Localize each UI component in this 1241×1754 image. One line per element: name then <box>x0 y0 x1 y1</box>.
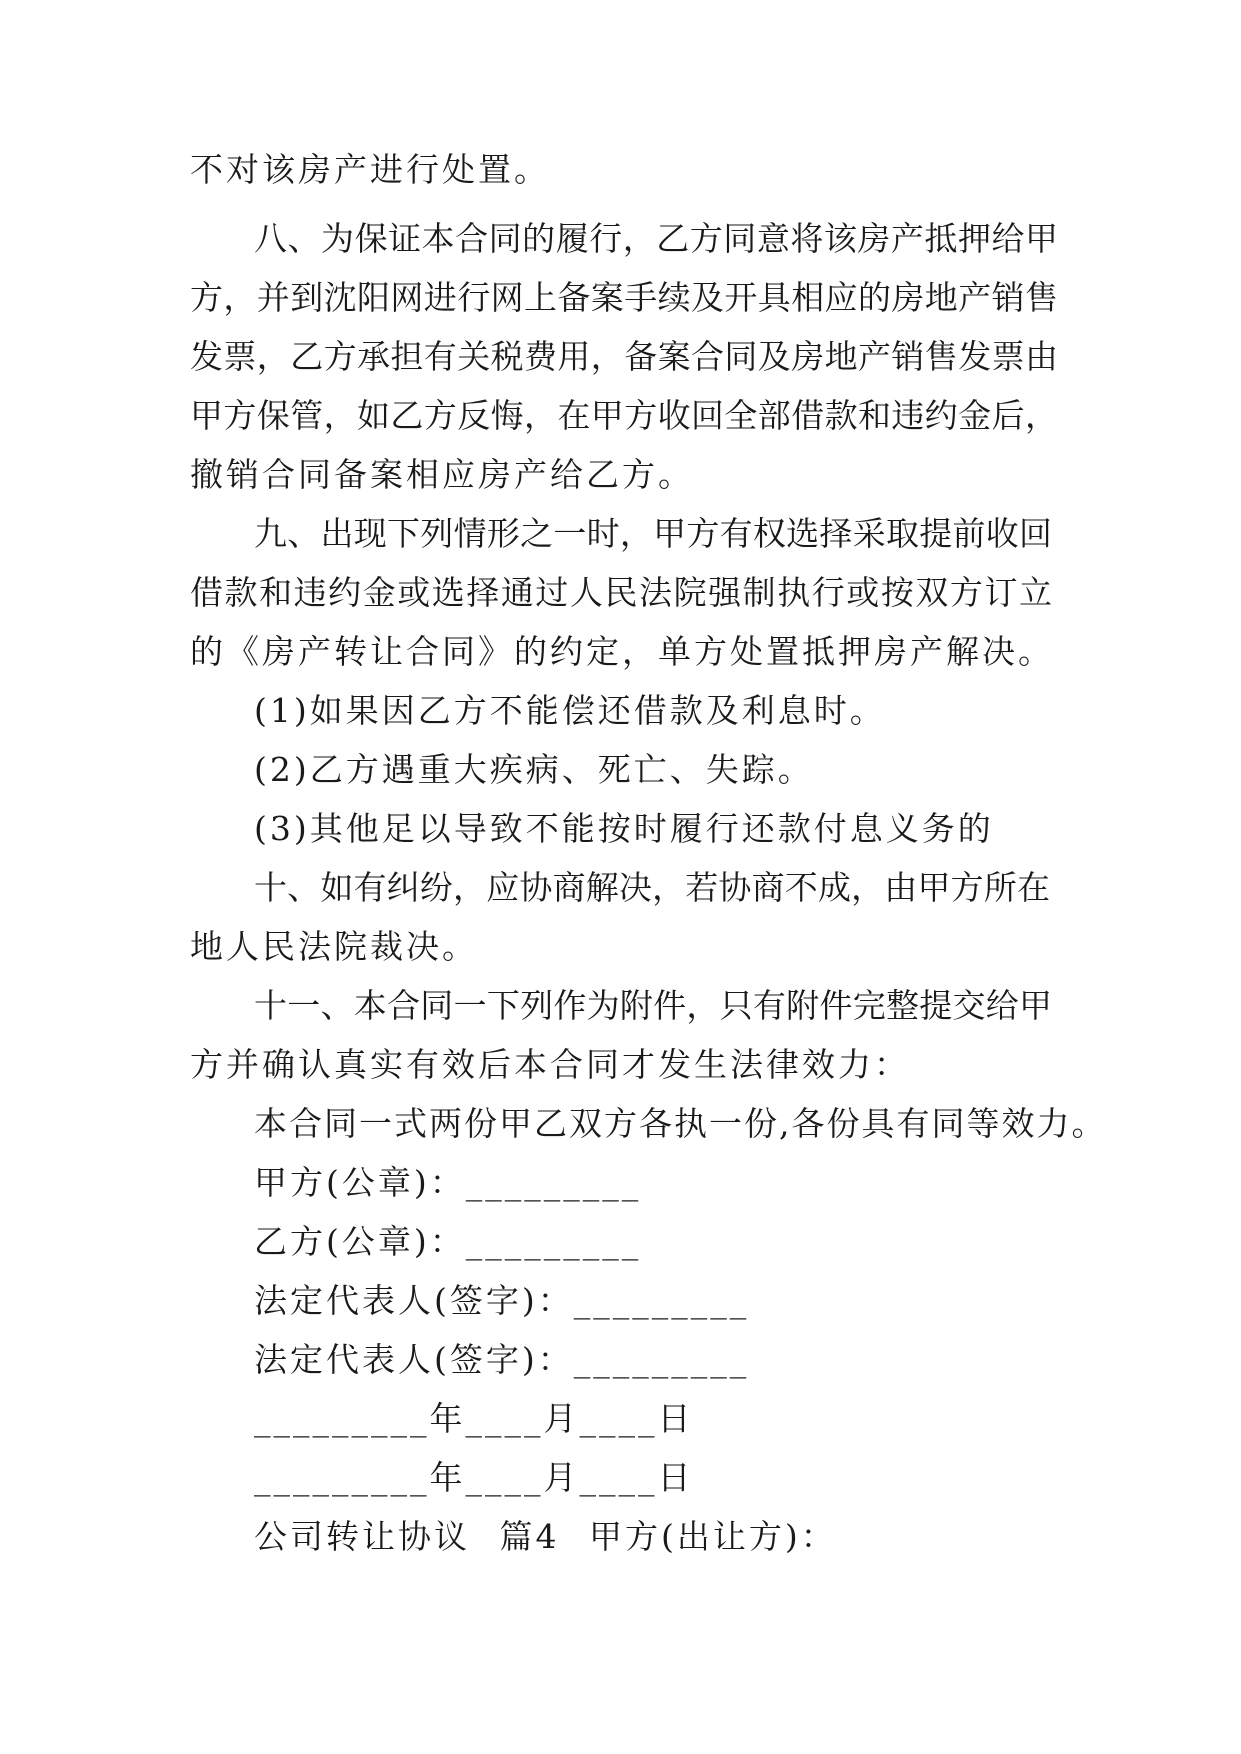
paragraph-line: 撤销合同备案相应房产给乙方。 <box>190 455 694 494</box>
list-item: (2)乙方遇重大疾病、死亡、失踪。 <box>254 750 814 789</box>
paragraph-line: 十一、本合同一下列作为附件，只有附件完整提交给甲 <box>254 986 1052 1025</box>
signature-line-legal-rep: 法定代表人(签字)：_________ <box>254 1340 750 1379</box>
paragraph-line: 方，并到沈阳网进行网上备案手续及开具相应的房地产销售 <box>190 278 1058 317</box>
paragraph-line: 八、为保证本合同的履行，乙方同意将该房产抵押给甲 <box>254 219 1058 258</box>
signature-line-party-b: 乙方(公章)：_________ <box>254 1222 642 1261</box>
paragraph-line: 方并确认真实有效后本合同才发生法律效力： <box>190 1045 910 1084</box>
paragraph-line: 九、出现下列情形之一时，甲方有权选择采取提前收回 <box>254 514 1052 553</box>
signature-line-party-a: 甲方(公章)：_________ <box>254 1163 642 1202</box>
paragraph-line: 发票，乙方承担有关税费用，备案合同及房地产销售发票由 <box>190 337 1058 376</box>
section-heading: 公司转让协议 篇4 甲方(出让方)： <box>254 1517 837 1556</box>
list-item: (1)如果因乙方不能偿还借款及利息时。 <box>254 691 886 730</box>
list-item: (3)其他足以导致不能按时履行还款付息义务的 <box>254 809 994 848</box>
paragraph-line: 本合同一式两份甲乙双方各执一份,各份具有同等效力。 <box>254 1104 1107 1143</box>
signature-line-legal-rep: 法定代表人(签字)：_________ <box>254 1281 750 1320</box>
paragraph-line: 十、如有纠纷，应协商解决，若协商不成，由甲方所在 <box>254 868 1050 907</box>
paragraph-line: 的《房产转让合同》的约定，单方处置抵押房产解决。 <box>190 632 1054 671</box>
paragraph-line: 不对该房产进行处置。 <box>190 150 550 189</box>
paragraph-line: 甲方保管，如乙方反悔，在甲方收回全部借款和违约金后， <box>190 396 1058 435</box>
date-line: _________年____月____日 <box>254 1458 694 1497</box>
paragraph-line: 地人民法院裁决。 <box>190 927 478 966</box>
date-line: _________年____月____日 <box>254 1399 694 1438</box>
paragraph-line: 借款和违约金或选择通过人民法院强制执行或按双方订立 <box>190 573 1052 612</box>
